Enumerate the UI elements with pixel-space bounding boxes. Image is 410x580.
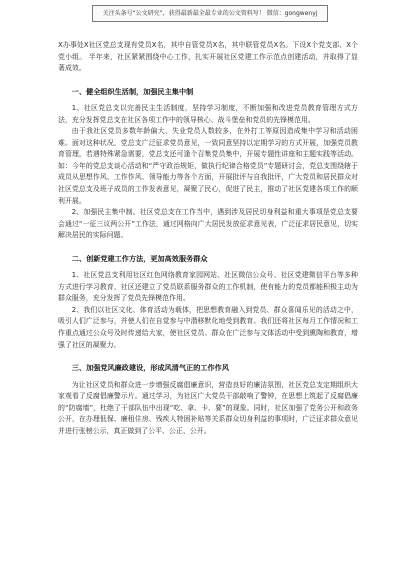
section-heading: 三、加强党风廉政建设，形成风清气正的工作作风 xyxy=(71,363,229,373)
body-paragraph: 2、加强民主集中制。社区党总支在工作当中，遇到涉及居民切身利益和重大事项是党总支要会通过“一征三议两公开”工作法，通过网格向广大居民发放征求意见表，广泛征求居民意见，切实解决居民的实际问题。 xyxy=(58,208,358,240)
section-heading: 二、创新党建工作方法，更加高效服务群众 xyxy=(71,253,208,263)
paragraph-gap xyxy=(58,351,358,356)
body-paragraph: X办事处X社区党总支现有党员X名，其中自管党员X名，其中联管党员X名。下设X个党支部、X个党小组。 半年来，社区紧紧围绕中心工作，扎实开展社区党建工作示范点创建活动，并取得了显著成效。 xyxy=(58,41,358,73)
body-paragraph: 1、社区党总支利用社区红色网络教育家园网站、社区微信公众号、社区党建微信平台等多种方式进行学习教育，社区还建立了党员联系服务群众的工作机制，使有能力的党员都能积极主动为群众服务，充分发挥了党员先锋模范作用。 xyxy=(58,271,358,303)
paragraph-gap xyxy=(58,242,358,247)
body-paragraph: 由于我社区党员多数年龄偏大、失业党员人数较多，在外打工等原因造成集中学习和活动困难。面对这种状况，党总支广泛征求党员意见，一致同意坚持以定期学习的方式开展，加强党员教育管理，若遇特殊紧急需要，党总支还可逢个召集党员集中，开展专题性讲座和主题实践等活动。如：今年的党总支谈心活动和“严守政治规矩，做执行纪律合格党员”专题研讨会，党总支围绕辖于成员从思想作风、工作作风、领导能力等各个方面，开展批评与自我批评，广大党员和居民群众对社区党总支及班子成员的工作发表意见，凝聚了民心，促进了民主，推动了社区党建各项工作的顺利开展。 xyxy=(58,127,358,205)
header-banner: 关注头条号“公文研究”，获得最新最全最专业的公文资料写！ 微信：gongwenyj xyxy=(92,5,328,22)
document-body xyxy=(58,40,358,437)
section-heading: 一、健全组织生活制，加强民主集中制 xyxy=(71,86,194,96)
body-paragraph: 2、我们以社区文化、体育活动为载体，把思想教育融入到党员、群众喜闻乐见的活动之中，吸引人们广泛参与，并使人们在自觉参与中潜移默化地受到教育。我们还将社区每月工作情况和工作重点通过公众号及时传递给大家，使社区党员、群众在广泛参与文体活动中受到熏陶和教育，增强了社区的凝聚力。 xyxy=(58,305,358,349)
body-paragraph: 为让社区党员和群众进一步增强反腐倡廉意识，营造良好的廉洁氛围，社区党总支定期组织大家观看了反腐倡廉警示片。通过学习，为社区广大党员干部敲响了警钟，在思想上筑起了反腐倡廉的“防腐墙”，杜绝了干部队伍中出现“吃、拿、卡、要”的现象。同时，社区加强了党务公开和政务公开，在办理低保、廉租住房、残疾人特困补贴等关系群众切身利益的事项时，广泛征求群众意见并进行张榜公示，真正做到了公平、公正、公开。 xyxy=(58,380,358,435)
paragraph-gap xyxy=(58,75,358,80)
body-paragraph: 1、社区党总支以完善民主生活制度，坚持学习制度，不断加强和改进党员教育管理方式方法，充分发挥党总支在社区各项工作中的领导核心、战斗堡垒和党员的先锋模范用。 xyxy=(58,104,358,124)
